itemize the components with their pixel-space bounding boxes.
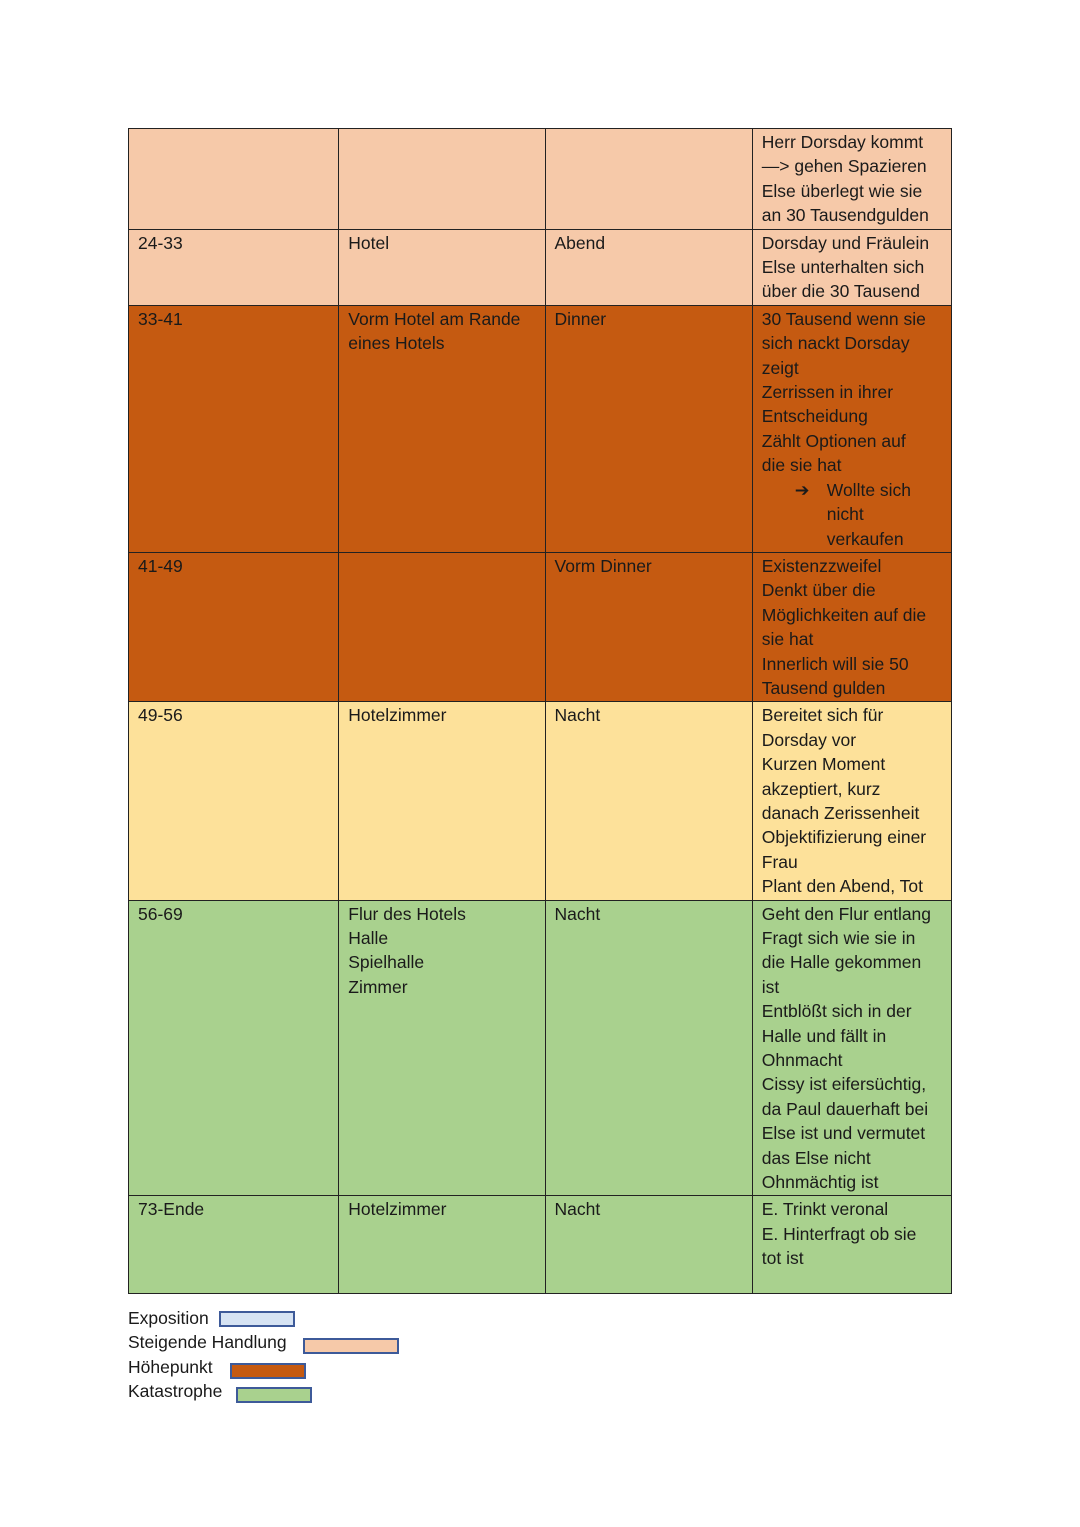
time-cell: Nacht [545, 702, 752, 900]
description-line: Objektifizierung einer [761, 827, 927, 848]
location-cell [339, 229, 545, 305]
description-line: sie hat [761, 629, 814, 650]
table-row [129, 1196, 952, 1294]
location-line: eines Hotels [348, 333, 445, 354]
legend-swatch [230, 1363, 306, 1379]
description-line: Ohnmacht [761, 1050, 843, 1071]
description-cell [752, 229, 951, 305]
table-row [129, 305, 952, 552]
legend-item [128, 1355, 287, 1379]
location-line: Hotelzimmer [348, 1199, 447, 1220]
legend-item [128, 1306, 287, 1330]
table-row [129, 702, 952, 900]
arrow-item-line: verkaufen [826, 528, 904, 549]
description-line: Dorsday und Fräulein [761, 232, 930, 253]
table-row [129, 552, 952, 701]
chapter-cell: 24-33 [129, 229, 339, 305]
description-line: Entscheidung [761, 406, 868, 427]
description-line: Dorsday vor [761, 729, 857, 750]
description-line: Zählt Optionen auf [761, 430, 906, 451]
description-line: an 30 Tausendgulden [761, 205, 929, 226]
chapter-cell: 49-56 [129, 702, 339, 900]
description-line: die Halle gekommen [761, 952, 922, 973]
legend-swatch [219, 1311, 295, 1327]
description-line: Cissy ist eifersüchtig, [761, 1074, 927, 1095]
description-line: danach Zerissenheit [761, 802, 920, 823]
description-line: tot ist [761, 1248, 804, 1269]
description-line: Tausend gulden [761, 677, 886, 698]
description-line: Fragt sich wie sie in [761, 928, 916, 948]
legend-label: Katastrophe [128, 1381, 223, 1402]
location-cell [339, 900, 545, 1196]
location-line: Spielhalle [348, 952, 425, 973]
location-cell [339, 702, 545, 900]
legend-swatch [303, 1338, 399, 1354]
legend-label: Exposition [128, 1308, 209, 1328]
chapter-cell: 41-49 [129, 552, 339, 701]
location-line: Zimmer [348, 976, 408, 997]
scene-table [128, 128, 952, 1294]
description-line: Halle und fällt in [761, 1025, 887, 1046]
location-line: Hotelzimmer [348, 705, 447, 726]
location-cell [339, 1196, 545, 1294]
description-line: Else ist und vermutet [761, 1123, 926, 1144]
description-line: die sie hat [761, 455, 842, 476]
legend-item [128, 1330, 287, 1354]
table-row [129, 900, 952, 1196]
description-line: 30 Tausend wenn sie [761, 308, 926, 329]
description-line: Kurzen Moment [761, 754, 886, 775]
table-row [129, 129, 952, 230]
time-cell: Nacht [545, 1196, 752, 1294]
description-line: Zerrissen in ihrer [761, 382, 894, 403]
location-cell [339, 129, 545, 230]
description-line: akzeptiert, kurz [761, 778, 881, 799]
description-line: Else überlegt wie sie [761, 180, 923, 201]
description-line: Denkt über die [761, 580, 876, 601]
location-line: Halle [348, 928, 389, 948]
description-cell [752, 1196, 951, 1294]
description-cell [752, 552, 951, 701]
description-line: da Paul dauerhaft bei [761, 1098, 929, 1119]
time-cell [545, 129, 752, 230]
arrow-item-line: nicht [826, 504, 864, 525]
description-line: E. Trinkt veronal [761, 1199, 889, 1220]
description-line: Entblößt sich in der [761, 1001, 912, 1022]
description-line: Geht den Flur entlang [761, 903, 932, 924]
arrow-item-line: Wollte sich [826, 479, 912, 500]
legend [128, 1306, 287, 1404]
chapter-cell [129, 129, 339, 230]
legend-swatch [236, 1387, 312, 1403]
location-cell [339, 552, 545, 701]
description-line: Plant den Abend, Tot [761, 876, 923, 897]
description-cell [752, 900, 951, 1196]
description-cell [752, 305, 951, 552]
location-cell [339, 305, 545, 552]
description-line: Bereitet sich für [761, 705, 884, 726]
chapter-cell: 33-41 [129, 305, 339, 552]
time-cell: Nacht [545, 900, 752, 1196]
location-line: Hotel [348, 232, 390, 253]
description-cell [752, 129, 951, 230]
description-line: sich nackt Dorsday [761, 333, 910, 354]
description-line: E. Hinterfragt ob sie [761, 1223, 917, 1244]
description-line: Else unterhalten sich [761, 257, 925, 278]
chapter-cell: 56-69 [129, 900, 339, 1196]
time-cell: Abend [545, 229, 752, 305]
chapter-cell: 73-Ende [129, 1196, 339, 1294]
description-line: ist [761, 976, 780, 997]
legend-item [128, 1379, 287, 1403]
legend-label: Steigende Handlung [128, 1332, 287, 1353]
description-line: zeigt [761, 357, 799, 378]
description-line: Existenzzweifel [761, 555, 882, 576]
time-cell: Vorm Dinner [545, 552, 752, 701]
description-line: Frau [761, 851, 798, 872]
time-cell: Dinner [545, 305, 752, 552]
table-row [129, 229, 952, 305]
description-line: über die 30 Tausend [761, 281, 921, 302]
description-cell [752, 702, 951, 900]
location-line: Vorm Hotel am Rande [348, 308, 521, 329]
description-line: das Else nicht [761, 1147, 871, 1168]
description-line: Möglichkeiten auf die [761, 604, 927, 625]
arrow-right-icon: ➔ [794, 479, 810, 500]
location-line: Flur des Hotels [348, 903, 466, 924]
description-line: Ohnmächtig ist [761, 1172, 879, 1193]
description-line: Herr Dorsday kommt [761, 132, 924, 152]
legend-label: Höhepunkt [128, 1356, 213, 1377]
arrow-bullet-item [762, 478, 942, 551]
description-line: Innerlich will sie 50 [761, 653, 909, 674]
description-line: —> gehen Spazieren [761, 156, 927, 177]
